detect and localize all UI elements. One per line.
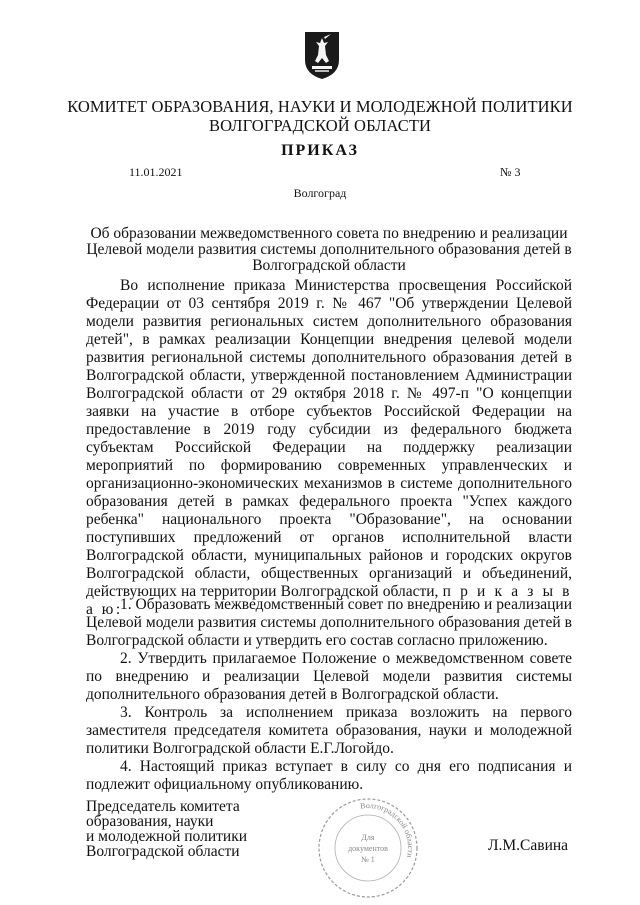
official-seal — [316, 796, 420, 900]
signer-position-line: Председатель комитета — [86, 798, 240, 815]
document-date: 11.01.2021 — [129, 165, 183, 179]
order-item-3: 3. Контроль за исполнением приказа возложить на первого заместителя председателя комитета образования, науки и молодежной политики Волгоградской области Е.Г.Логойдо. — [86, 704, 572, 757]
order-word: п р и к а з ы в а ю: — [86, 583, 572, 618]
document-number: № 3 — [500, 165, 521, 179]
order-item-4: 4. Настоящий приказ вступает в силу со дня его подписания и подлежит официальному опубликованию. — [86, 758, 572, 793]
coat-of-arms-icon — [303, 30, 341, 80]
signer-position-line: и молодежной политики — [86, 828, 248, 845]
seal-center-line1: Для — [361, 833, 375, 842]
signer-position-line: Волгоградской области — [86, 843, 240, 860]
document-city: Волгоград — [293, 186, 347, 200]
seal-center-line3: № 1 — [361, 855, 375, 864]
organization-name-line2: ВОЛГОГРАДСКОЙ ОБЛАСТИ — [208, 116, 432, 135]
document-type-title: ПРИКАЗ — [281, 142, 359, 159]
organization-name-line1: КОМИТЕТ ОБРАЗОВАНИЯ, НАУКИ И МОЛОДЕЖНОЙ ПОЛИТИКИ — [67, 97, 573, 116]
preamble-paragraph — [86, 277, 572, 619]
preamble-text: Во исполнение приказа Министерства просвещения Российской Федерации от 03 сентября 2019 г. № 467 "Об утверждении Целевой модели развития региональных систем дополнительного образования детей", в рамках реализации Концепции внедрения целевой модели развития региональной системы дополнительного образования детей в Волгоградской области, утвержденной постановлением Администрации Волгоградской области от 29 октября 2018 г. № 497-п "О концепции заявки на участие в отборе субъектов Российской Федерации на предоставление в 2019 году субсидии из федерального бюджета субъектам Российской Федерации на поддержку реализации мероприятий по формированию современных управленческих и организационно-экономических механизмов в системе дополнительного образования детей в рамках федерального проекта "Успех каждого ребенка" национального проекта "Образование", на основании поступивших предложений от органов исполнительной власти Волгоградской области, муниципальных районов и городских округов Волгоградской области, общественных организаций и объединений, действующих на территории Волгоградской области, — [86, 277, 572, 600]
signer-position — [86, 799, 247, 859]
signer-name: Л.М.Савина — [488, 837, 569, 854]
order-item-2: 2. Утвердить прилагаемое Положение о межведомственном совете по внедрению и реализации Целевой модели развития системы дополнительного образования детей в Волгоградской области. — [86, 650, 572, 703]
signer-position-line: образования, науки — [86, 813, 214, 830]
seal-ring-text: Волгоградской области — [359, 800, 416, 859]
seal-center-line2: документов — [348, 844, 388, 853]
document-subject: Об образовании межведомственного совета по внедрению и реализации Целевой модели развития системы дополнительного образования детей в Волгоградской области — [86, 225, 572, 274]
order-item-1: 1. Образовать межведомственный совет по внедрению и реализации Целевой модели развития системы дополнительного образования детей в Волгоградской области и утвердить его состав согласно приложению. — [86, 596, 572, 649]
